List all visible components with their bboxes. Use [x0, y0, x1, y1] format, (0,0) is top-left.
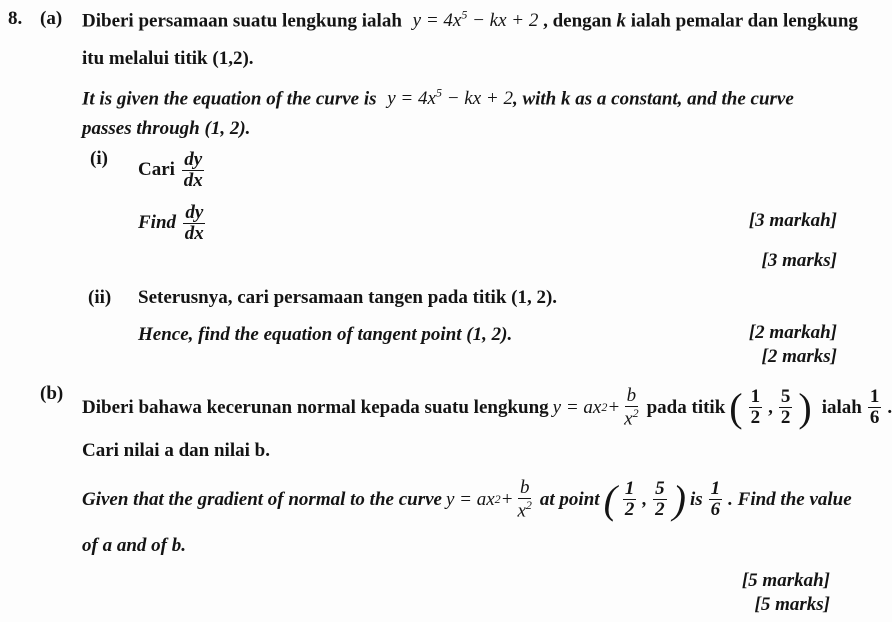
part-ii-malay: Seterusnya, cari persamaan tangen pada titik (1, 2). — [138, 287, 558, 308]
part-i-english: Find $\frac{dy}{dx}$ — [138, 202, 204, 244]
part-a-malay-line2: itu melalui titik (1,2). — [82, 48, 254, 69]
dy-dx-fraction: $\frac{dy}{dx}$ — [183, 149, 203, 191]
part-b-label: (b) — [40, 383, 64, 404]
part-b-markah: [5 markah] — [741, 570, 830, 591]
dy-dx-fraction-en: $\frac{dy}{dx}$ — [184, 202, 204, 244]
part-a-english-line2: passes through (1, 2). — [82, 118, 251, 139]
part-a-english-line1: It is given the equation of the curve is $y = 4x^5$ − kx + 2, with k as a constant, and the curve — [82, 86, 794, 110]
part-i-malay: Cari $\frac{dy}{dx}$ — [138, 149, 203, 191]
part-ii-label: (ii) — [88, 287, 112, 308]
part-i-markah: [3 markah] — [748, 210, 837, 231]
part-ii-markah: [2 markah] — [748, 322, 837, 343]
part-a-label: (a) — [40, 8, 63, 29]
question-number: 8. — [8, 8, 23, 29]
part-b-english-line1: Given that the gradient of normal to the curve y = ax 2 + $\frac{b}{x^2}$ at point ( $\frac{1}{2}$ , $\frac{5}{2}$ ) is $\frac{1}{6}$ . Find the value — [82, 476, 852, 522]
part-ii-english: Hence, find the equation of tangent point (1, 2). — [138, 324, 513, 345]
part-b-marks: [5 marks] — [754, 594, 830, 615]
part-ii-marks: [2 marks] — [761, 346, 837, 367]
part-b-malay-line2: Cari nilai a dan nilai b. — [82, 440, 270, 461]
part-b-english-line2: of a and of b. — [82, 535, 186, 556]
part-i-marks: [3 marks] — [761, 250, 837, 271]
part-b-malay-line1: Diberi bahawa kecerunan normal kepada suatu lengkung y = ax 2 + $\frac{b}{x^2}$ pada titik ( $\frac{1}{2}$ , $\frac{5}{2}$ ) ialah $\frac{1}{6}$ . — [82, 384, 892, 430]
part-i-label: (i) — [90, 148, 108, 169]
part-a-malay-line1: Diberi persamaan suatu lengkung ialah $y = 4x^5$ − kx + 2 , dengan k ialah pemalar dan lengkung — [82, 8, 858, 32]
